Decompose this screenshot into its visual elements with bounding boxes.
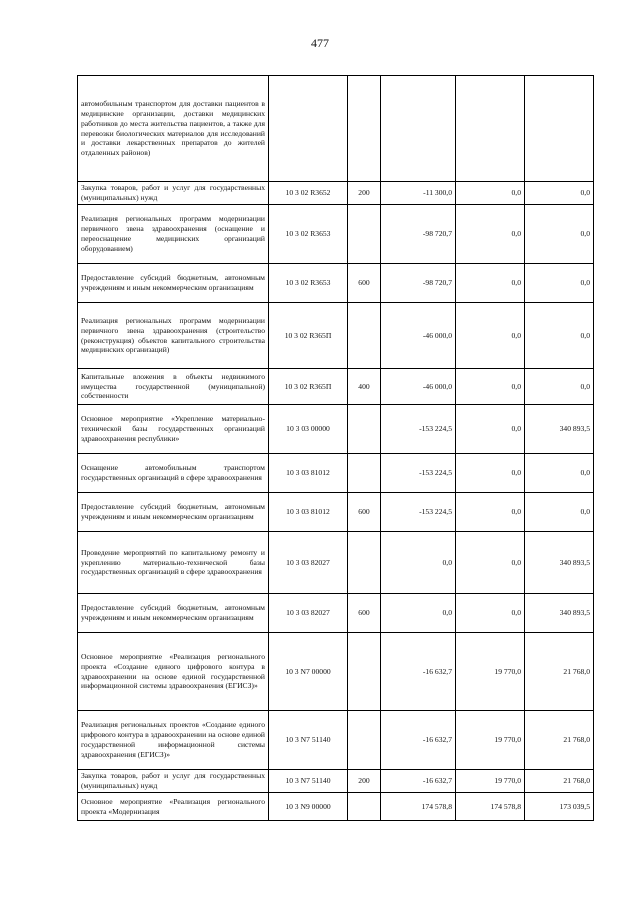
row-name-cell: Основное мероприятие «Укрепление материально-технической базы государственных организаций здравоохранения республики» bbox=[78, 405, 269, 454]
row-name-cell: Предоставление субсидий бюджетным, автономным учреждениям и иным некоммерческим организациям bbox=[78, 594, 269, 633]
row-value1-cell: -153 224,5 bbox=[381, 405, 456, 454]
table-row bbox=[78, 493, 594, 532]
table-row bbox=[78, 205, 594, 264]
row-value2-cell: 174 578,8 bbox=[456, 793, 525, 821]
row-value3-cell: 0,0 bbox=[525, 182, 594, 205]
row-code-cell: 10 3 03 82027 bbox=[269, 594, 348, 633]
page-number: 477 bbox=[311, 36, 329, 50]
row-value2-cell bbox=[456, 76, 525, 182]
row-value3-cell: 0,0 bbox=[525, 205, 594, 264]
row-kvr-cell bbox=[348, 405, 381, 454]
row-value2-cell: 0,0 bbox=[456, 532, 525, 594]
row-value1-cell: -16 632,7 bbox=[381, 711, 456, 770]
row-value1-cell: -46 000,0 bbox=[381, 303, 456, 369]
row-value2-cell: 0,0 bbox=[456, 205, 525, 264]
table-row bbox=[78, 405, 594, 454]
table-row bbox=[78, 532, 594, 594]
table-row bbox=[78, 711, 594, 770]
row-value1-cell: -11 300,0 bbox=[381, 182, 456, 205]
row-value3-cell: 340 893,5 bbox=[525, 532, 594, 594]
row-value1-cell: -153 224,5 bbox=[381, 454, 456, 493]
row-value1-cell: 174 578,8 bbox=[381, 793, 456, 821]
row-value3-cell: 21 768,0 bbox=[525, 633, 594, 711]
row-value2-cell: 19 770,0 bbox=[456, 711, 525, 770]
row-kvr-cell bbox=[348, 454, 381, 493]
row-value1-cell: -98 720,7 bbox=[381, 264, 456, 303]
row-value3-cell: 173 039,5 bbox=[525, 793, 594, 821]
row-kvr-cell: 600 bbox=[348, 594, 381, 633]
row-value2-cell: 0,0 bbox=[456, 405, 525, 454]
row-value2-cell: 19 770,0 bbox=[456, 770, 525, 793]
row-value3-cell: 21 768,0 bbox=[525, 711, 594, 770]
row-value2-cell: 0,0 bbox=[456, 369, 525, 405]
table-row bbox=[78, 369, 594, 405]
row-value3-cell: 0,0 bbox=[525, 493, 594, 532]
table-row bbox=[78, 594, 594, 633]
row-kvr-cell bbox=[348, 76, 381, 182]
row-code-cell: 10 3 N9 00000 bbox=[269, 793, 348, 821]
row-kvr-cell: 200 bbox=[348, 182, 381, 205]
table-row bbox=[78, 770, 594, 793]
row-value3-cell bbox=[525, 76, 594, 182]
row-name-cell: Проведение мероприятий по капитальному ремонту и укреплению материально-технической базы государственных организаций в сфере здравоохранения bbox=[78, 532, 269, 594]
row-code-cell: 10 3 02 R3653 bbox=[269, 205, 348, 264]
row-value3-cell: 0,0 bbox=[525, 264, 594, 303]
row-kvr-cell bbox=[348, 793, 381, 821]
row-value3-cell: 0,0 bbox=[525, 369, 594, 405]
row-value1-cell: -98 720,7 bbox=[381, 205, 456, 264]
row-name-cell: Предоставление субсидий бюджетным, автономным учреждениям и иным некоммерческим организациям bbox=[78, 493, 269, 532]
row-value1-cell: -16 632,7 bbox=[381, 770, 456, 793]
table-row bbox=[78, 454, 594, 493]
row-code-cell bbox=[269, 76, 348, 182]
table-row bbox=[78, 303, 594, 369]
table-row bbox=[78, 633, 594, 711]
row-name-cell: автомобильным транспортом для доставки пациентов в медицинские организации, доставки медицинских работников до места жительства пациентов, а также для перевозки биологических материалов для исследований и доставки лекарственных препаратов до жителей отдаленных районов) bbox=[78, 76, 269, 182]
row-name-cell: Реализация региональных программ модернизации первичного звена здравоохранения (оснащение и переоснащение медицинских организаций оборудованием) bbox=[78, 205, 269, 264]
row-name-cell: Реализация региональных программ модернизации первичного звена здравоохранения (строительство (реконструкция) объектов капитального строительства медицинских организаций) bbox=[78, 303, 269, 369]
row-kvr-cell: 600 bbox=[348, 264, 381, 303]
row-value2-cell: 19 770,0 bbox=[456, 633, 525, 711]
row-value3-cell: 0,0 bbox=[525, 303, 594, 369]
row-kvr-cell bbox=[348, 303, 381, 369]
row-code-cell: 10 3 03 81012 bbox=[269, 454, 348, 493]
row-code-cell: 10 3 03 81012 bbox=[269, 493, 348, 532]
row-value1-cell bbox=[381, 76, 456, 182]
row-name-cell: Основное мероприятие «Реализация регионального проекта «Модернизация bbox=[78, 793, 269, 821]
row-value3-cell: 21 768,0 bbox=[525, 770, 594, 793]
row-value2-cell: 0,0 bbox=[456, 493, 525, 532]
table-row bbox=[78, 264, 594, 303]
row-name-cell: Основное мероприятие «Реализация регионального проекта «Создание единого цифрового контура в здравоохранении на основе единой государственной информационной системы здравоохранения (ЕГИСЗ)» bbox=[78, 633, 269, 711]
row-value2-cell: 0,0 bbox=[456, 594, 525, 633]
row-code-cell: 10 3 N7 51140 bbox=[269, 770, 348, 793]
row-name-cell: Капитальные вложения в объекты недвижимого имущества государственной (муниципальной) собственности bbox=[78, 369, 269, 405]
row-code-cell: 10 3 N7 00000 bbox=[269, 633, 348, 711]
row-kvr-cell bbox=[348, 532, 381, 594]
row-code-cell: 10 3 N7 51140 bbox=[269, 711, 348, 770]
table-row bbox=[78, 182, 594, 205]
table-row bbox=[78, 793, 594, 821]
row-value1-cell: -16 632,7 bbox=[381, 633, 456, 711]
row-code-cell: 10 3 02 R3652 bbox=[269, 182, 348, 205]
row-value3-cell: 0,0 bbox=[525, 454, 594, 493]
budget-table bbox=[77, 75, 594, 821]
row-name-cell: Предоставление субсидий бюджетным, автономным учреждениям и иным некоммерческим организациям bbox=[78, 264, 269, 303]
row-kvr-cell: 600 bbox=[348, 493, 381, 532]
row-code-cell: 10 3 02 R365П bbox=[269, 369, 348, 405]
row-code-cell: 10 3 02 R3653 bbox=[269, 264, 348, 303]
row-name-cell: Реализация региональных проектов «Создание единого цифрового контура в здравоохранении на основе единой государственной информационной системы здравоохранения (ЕГИСЗ)» bbox=[78, 711, 269, 770]
row-value1-cell: 0,0 bbox=[381, 594, 456, 633]
row-code-cell: 10 3 03 82027 bbox=[269, 532, 348, 594]
row-value3-cell: 340 893,5 bbox=[525, 594, 594, 633]
row-name-cell: Закупка товаров, работ и услуг для государственных (муниципальных) нужд bbox=[78, 182, 269, 205]
row-value2-cell: 0,0 bbox=[456, 182, 525, 205]
row-value3-cell: 340 893,5 bbox=[525, 405, 594, 454]
row-value1-cell: -153 224,5 bbox=[381, 493, 456, 532]
row-value1-cell: -46 000,0 bbox=[381, 369, 456, 405]
row-value2-cell: 0,0 bbox=[456, 264, 525, 303]
row-value1-cell: 0,0 bbox=[381, 532, 456, 594]
table-row bbox=[78, 76, 594, 182]
row-value2-cell: 0,0 bbox=[456, 454, 525, 493]
row-kvr-cell bbox=[348, 633, 381, 711]
row-code-cell: 10 3 03 00000 bbox=[269, 405, 348, 454]
row-kvr-cell: 400 bbox=[348, 369, 381, 405]
row-code-cell: 10 3 02 R365П bbox=[269, 303, 348, 369]
row-value2-cell: 0,0 bbox=[456, 303, 525, 369]
row-kvr-cell bbox=[348, 711, 381, 770]
row-kvr-cell bbox=[348, 205, 381, 264]
row-name-cell: Закупка товаров, работ и услуг для государственных (муниципальных) нужд bbox=[78, 770, 269, 793]
row-name-cell: Оснащение автомобильным транспортом государственных организаций в сфере здравоохранения bbox=[78, 454, 269, 493]
row-kvr-cell: 200 bbox=[348, 770, 381, 793]
